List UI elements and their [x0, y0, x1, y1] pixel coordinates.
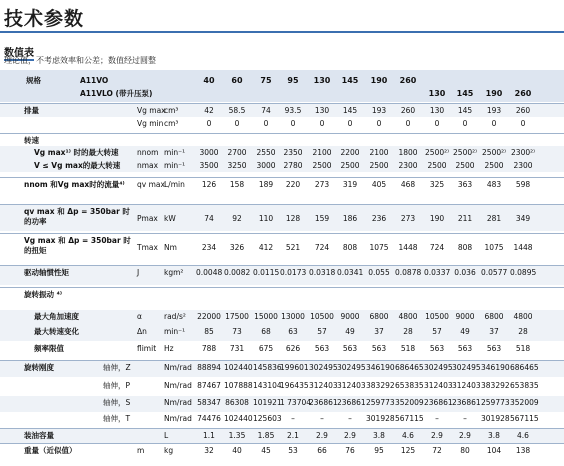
- row-label: 装油容量: [24, 431, 54, 440]
- row-sublabel: 轴伸，S: [103, 398, 131, 407]
- cell-value: 68: [261, 327, 271, 336]
- row-unit: kgm²: [164, 268, 184, 277]
- cell-value: 653835: [395, 381, 424, 390]
- cell-value: 2.9: [316, 431, 328, 440]
- cell-value: 88894: [197, 363, 221, 372]
- row-symbol: flimit: [137, 344, 157, 353]
- cell-value: 126: [201, 180, 217, 189]
- cell-value: 2500: [427, 161, 447, 170]
- cell-value: 405: [371, 180, 387, 189]
- row-unit: kg: [164, 446, 174, 455]
- cell-value: 567115: [510, 414, 539, 423]
- cell-value: 349: [515, 214, 531, 223]
- cell-value: –: [320, 414, 324, 423]
- header-size-b: 260: [514, 89, 532, 98]
- cell-value: 128: [285, 214, 301, 223]
- header-size-a: 40: [203, 76, 215, 85]
- cell-value: 236: [371, 214, 387, 223]
- row-divider: [0, 204, 564, 205]
- row-symbol: Vg max: [137, 106, 166, 115]
- cell-value: 2500: [312, 161, 332, 170]
- cell-value: 45: [261, 446, 271, 455]
- cell-value: 193: [486, 106, 502, 115]
- row-sublabel: 轴伸，P: [103, 381, 131, 390]
- row-divider: [0, 177, 564, 178]
- cell-value: 199601: [280, 363, 309, 372]
- cell-value: 2550: [256, 148, 276, 157]
- row-label: 驱动轴惯性矩: [24, 268, 69, 277]
- row-symbol: Vg min: [137, 119, 164, 128]
- row-symbol: Pmax: [137, 214, 158, 223]
- row-symbol: m: [137, 446, 145, 455]
- cell-value: 4800: [398, 312, 418, 321]
- cell-value: 58.5: [228, 106, 246, 115]
- cell-value: 0.0878: [395, 268, 422, 277]
- cell-value: 1448: [513, 243, 533, 252]
- cell-value: 302495: [337, 363, 366, 372]
- section-note: 理论值，不考虑效率和公差；数值经过圆整: [4, 56, 156, 65]
- cell-value: 93.5: [284, 106, 302, 115]
- cell-value: 312403: [309, 381, 338, 390]
- row-symbol: Δn: [137, 327, 147, 336]
- cell-value: 125603: [253, 414, 282, 423]
- cell-value: 352009: [395, 398, 424, 407]
- cell-value: 86308: [225, 398, 249, 407]
- header-size-a: 130: [313, 76, 331, 85]
- header-model-b: A11VLO (带升压泵): [80, 89, 153, 98]
- cell-value: 0: [347, 119, 353, 128]
- cell-value: 3000: [199, 148, 219, 157]
- cell-value: 518: [515, 344, 531, 353]
- row-divider: [0, 265, 564, 266]
- cell-value: 0.0318: [309, 268, 336, 277]
- header-size-label: 规格: [26, 76, 41, 85]
- cell-value: 28: [403, 327, 413, 336]
- row-label: V ≤ Vg max的最大转速: [34, 161, 121, 170]
- cell-value: 483: [486, 180, 502, 189]
- cell-value: 2.9: [459, 431, 471, 440]
- row-symbol: qv max: [137, 180, 165, 189]
- cell-value: 0.0173: [280, 268, 307, 277]
- row-divider: [0, 233, 564, 234]
- cell-value: 3250: [227, 161, 247, 170]
- cell-value: 2500²⁾: [482, 148, 506, 157]
- cell-value: 234: [201, 243, 217, 252]
- cell-value: 186: [342, 214, 358, 223]
- cell-value: 57: [432, 327, 442, 336]
- cell-value: 0: [520, 119, 526, 128]
- cell-value: 0.0337: [424, 268, 451, 277]
- cell-value: 13000: [281, 312, 305, 321]
- cell-value: 312403: [452, 381, 481, 390]
- cell-value: 0: [234, 119, 240, 128]
- cell-value: 259773: [481, 398, 510, 407]
- cell-value: 0: [206, 119, 212, 128]
- cell-value: 0: [462, 119, 468, 128]
- cell-value: 4800: [513, 312, 533, 321]
- row-unit: L: [164, 431, 169, 440]
- cell-value: 95: [374, 446, 384, 455]
- cell-value: 74476: [197, 414, 221, 423]
- cell-value: 4.6: [517, 431, 529, 440]
- cell-value: 1.1: [203, 431, 215, 440]
- cell-value: 567115: [395, 414, 424, 423]
- cell-value: 9000: [455, 312, 475, 321]
- cell-value: 125: [400, 446, 416, 455]
- cell-value: 0: [376, 119, 382, 128]
- cell-value: 1075: [484, 243, 504, 252]
- row-label: 频率限值: [34, 344, 64, 353]
- cell-value: 2.9: [344, 431, 356, 440]
- row-unit: Nm/rad: [164, 381, 192, 390]
- row-label: nnom 和Vg max时的流量⁴⁾: [24, 180, 125, 189]
- cell-value: –: [348, 414, 352, 423]
- cell-value: 0.0048: [196, 268, 223, 277]
- cell-value: 412: [258, 243, 274, 252]
- cell-value: 0: [434, 119, 440, 128]
- row-divider: [0, 443, 564, 444]
- cell-value: 102440: [224, 414, 253, 423]
- cell-value: 57: [317, 327, 327, 336]
- cell-value: 260: [515, 106, 531, 115]
- row-symbol: Tmax: [137, 243, 158, 252]
- cell-value: 352009: [510, 398, 539, 407]
- cell-value: 53: [288, 446, 298, 455]
- cell-value: 40: [232, 446, 242, 455]
- cell-value: 2500²⁾: [453, 148, 477, 157]
- cell-value: 10500: [425, 312, 449, 321]
- cell-value: 17500: [225, 312, 249, 321]
- cell-value: 2300: [513, 161, 533, 170]
- cell-value: 1800: [398, 148, 418, 157]
- header-size-a: 95: [287, 76, 299, 85]
- cell-value: 724: [429, 243, 445, 252]
- cell-value: 0.055: [368, 268, 390, 277]
- row-unit: kW: [164, 214, 176, 223]
- cell-value: 159: [314, 214, 330, 223]
- row-divider: [0, 360, 564, 361]
- cell-value: 63: [288, 327, 298, 336]
- cell-value: 1 73704: [280, 398, 312, 407]
- row-symbol: α: [137, 312, 142, 321]
- cell-value: 28: [518, 327, 528, 336]
- cell-value: 1448: [398, 243, 418, 252]
- cell-value: 80: [460, 446, 470, 455]
- cell-value: 49: [345, 327, 355, 336]
- cell-value: 2500: [484, 161, 504, 170]
- row-label: 排量: [24, 106, 39, 115]
- cell-value: –: [435, 414, 439, 423]
- cell-value: 0: [405, 119, 411, 128]
- cell-value: 145836: [253, 363, 282, 372]
- cell-value: 0: [491, 119, 497, 128]
- row-unit: min⁻¹: [164, 327, 186, 336]
- cell-value: 0.0577: [481, 268, 508, 277]
- cell-value: 196435: [280, 381, 309, 390]
- cell-value: 76: [345, 446, 355, 455]
- cell-value: 2200: [340, 148, 360, 157]
- cell-value: 87467: [197, 381, 221, 390]
- cell-value: 563: [486, 344, 502, 353]
- row-label: 最大角加速度: [34, 312, 79, 321]
- cell-value: 273: [400, 214, 416, 223]
- header-size-b: 145: [456, 89, 474, 98]
- cell-value: 37: [489, 327, 499, 336]
- cell-value: 3500: [199, 161, 219, 170]
- cell-value: 383292: [366, 381, 395, 390]
- header-size-a: 260: [399, 76, 417, 85]
- cell-value: 518: [400, 344, 416, 353]
- cell-value: 2500²⁾: [425, 148, 449, 157]
- row-divider: [0, 133, 564, 134]
- cell-value: 1.35: [228, 431, 246, 440]
- cell-value: 563: [457, 344, 473, 353]
- cell-value: 158: [229, 180, 245, 189]
- cell-value: 49: [460, 327, 470, 336]
- cell-value: 2700: [227, 148, 247, 157]
- cell-value: 346190: [366, 363, 395, 372]
- row-label: 旋转振动 ⁴⁾: [24, 290, 63, 299]
- cell-value: 104: [486, 446, 502, 455]
- cell-value: 0.0082: [224, 268, 251, 277]
- row-unit: min⁻¹: [164, 161, 186, 170]
- cell-value: 73: [232, 327, 242, 336]
- cell-value: 563: [314, 344, 330, 353]
- cell-value: 1075: [369, 243, 389, 252]
- row-label: 最大转速变化: [34, 327, 79, 336]
- header-size-b: 130: [428, 89, 446, 98]
- cell-value: 58347: [197, 398, 221, 407]
- cell-value: 74: [261, 106, 271, 115]
- row-unit: Nm/rad: [164, 398, 192, 407]
- page-title: 技术参数: [4, 8, 85, 30]
- cell-value: 1.85: [257, 431, 275, 440]
- header-size-b: 190: [485, 89, 503, 98]
- cell-value: 145: [457, 106, 473, 115]
- cell-value: 92: [232, 214, 242, 223]
- cell-value: 302495: [452, 363, 481, 372]
- cell-value: 2100: [312, 148, 332, 157]
- cell-value: 189: [258, 180, 274, 189]
- row-unit: min⁻¹: [164, 148, 186, 157]
- cell-value: 74: [204, 214, 214, 223]
- cell-value: 3.8: [488, 431, 500, 440]
- cell-value: 383292: [481, 381, 510, 390]
- cell-value: 0: [263, 119, 269, 128]
- header-model-a: A11VO: [80, 76, 109, 85]
- header-size-a: 190: [370, 76, 388, 85]
- header-size-a: 60: [231, 76, 243, 85]
- row-symbol: nnom: [137, 148, 159, 157]
- cell-value: 2300²⁾: [511, 148, 535, 157]
- cell-value: 236861: [309, 398, 338, 407]
- cell-value: 598: [515, 180, 531, 189]
- cell-value: 110: [258, 214, 274, 223]
- cell-value: 42: [204, 106, 214, 115]
- cell-value: 37: [374, 327, 384, 336]
- cell-value: 2350: [283, 148, 303, 157]
- cell-value: 15000: [254, 312, 278, 321]
- header-size-a: 75: [260, 76, 272, 85]
- cell-value: 72: [432, 446, 442, 455]
- cell-value: 236861: [424, 398, 453, 407]
- row-symbol: J: [137, 268, 140, 277]
- cell-value: 143104: [253, 381, 282, 390]
- cell-value: 686465: [510, 363, 539, 372]
- cell-value: 326: [229, 243, 245, 252]
- cell-value: 66: [317, 446, 327, 455]
- cell-value: 273: [314, 180, 330, 189]
- cell-value: 325: [429, 180, 445, 189]
- cell-value: 220: [285, 180, 301, 189]
- cell-value: 0: [290, 119, 296, 128]
- row-unit: cm³: [164, 106, 179, 115]
- cell-value: 190: [429, 214, 445, 223]
- cell-value: 211: [457, 214, 473, 223]
- row-label: 重量（近似值）: [24, 446, 77, 455]
- cell-value: 236861: [452, 398, 481, 407]
- row-divider: [0, 428, 564, 429]
- header-size-a: 145: [341, 76, 359, 85]
- row-label: qv max 和 Δp = 350bar 时的功率: [24, 207, 130, 226]
- cell-value: 808: [342, 243, 358, 252]
- cell-value: 2.1: [287, 431, 299, 440]
- cell-value: 281: [486, 214, 502, 223]
- cell-value: 0: [319, 119, 325, 128]
- row-unit: Nm/rad: [164, 414, 192, 423]
- cell-value: 236861: [337, 398, 366, 407]
- cell-value: 653835: [510, 381, 539, 390]
- cell-value: 10500: [310, 312, 334, 321]
- cell-value: 808: [457, 243, 473, 252]
- cell-value: 346190: [481, 363, 510, 372]
- cell-value: 145: [342, 106, 358, 115]
- cell-value: 0.0341: [337, 268, 364, 277]
- cell-value: 2100: [369, 148, 389, 157]
- row-symbol: nmax: [137, 161, 159, 170]
- row-unit: Hz: [164, 344, 174, 353]
- cell-value: 22000: [197, 312, 221, 321]
- cell-value: 259773: [366, 398, 395, 407]
- cell-value: 363: [457, 180, 473, 189]
- cell-value: 563: [429, 344, 445, 353]
- cell-value: 6800: [369, 312, 389, 321]
- cell-value: 0.0115: [253, 268, 280, 277]
- cell-value: 302495: [309, 363, 338, 372]
- cell-value: 85: [204, 327, 214, 336]
- cell-value: 724: [314, 243, 330, 252]
- cell-value: 32: [204, 446, 214, 455]
- cell-value: 9000: [340, 312, 360, 321]
- cell-value: 3000: [256, 161, 276, 170]
- cell-value: 107888: [224, 381, 253, 390]
- row-unit: L/min: [164, 180, 185, 189]
- cell-value: 130: [314, 106, 330, 115]
- row-label: 旋转刚度: [24, 363, 54, 372]
- cell-value: 302495: [424, 363, 453, 372]
- cell-value: 563: [371, 344, 387, 353]
- cell-value: 563: [342, 344, 358, 353]
- cell-value: 0.0895: [510, 268, 537, 277]
- row-sublabel: 轴伸，T: [103, 414, 131, 423]
- row-unit: Nm/rad: [164, 363, 192, 372]
- cell-value: 2300: [398, 161, 418, 170]
- row-label: Vg max¹⁾ 时的最大转速: [34, 148, 119, 157]
- cell-value: 6800: [484, 312, 504, 321]
- cell-value: 301928: [366, 414, 395, 423]
- cell-value: 675: [258, 344, 274, 353]
- cell-value: 2780: [283, 161, 303, 170]
- cell-value: 2500: [340, 161, 360, 170]
- cell-value: 312403: [424, 381, 453, 390]
- cell-value: 260: [400, 106, 416, 115]
- cell-value: 3.8: [373, 431, 385, 440]
- cell-value: 2500: [369, 161, 389, 170]
- cell-value: 101921: [253, 398, 282, 407]
- title-rule: [0, 31, 564, 33]
- cell-value: 626: [285, 344, 301, 353]
- cell-value: 301928: [481, 414, 510, 423]
- cell-value: –: [291, 414, 295, 423]
- cell-value: 102440: [224, 363, 253, 372]
- cell-value: 130: [429, 106, 445, 115]
- cell-value: –: [463, 414, 467, 423]
- cell-value: 0.036: [454, 268, 476, 277]
- row-sublabel: 轴伸，Z: [103, 363, 131, 372]
- section-title: 数值表: [4, 48, 34, 59]
- row-unit: Nm: [164, 243, 177, 252]
- cell-value: 4.6: [402, 431, 414, 440]
- cell-value: 319: [342, 180, 358, 189]
- cell-value: 312403: [337, 381, 366, 390]
- cell-value: 2500: [455, 161, 475, 170]
- cell-value: 788: [201, 344, 217, 353]
- cell-value: 468: [400, 180, 416, 189]
- row-unit: cm³: [164, 119, 179, 128]
- cell-value: 731: [229, 344, 245, 353]
- cell-value: 138: [515, 446, 531, 455]
- cell-value: 193: [371, 106, 387, 115]
- row-label: Vg max 和 Δp = 350bar 时的扭矩: [24, 236, 131, 255]
- row-divider: [0, 103, 564, 104]
- cell-value: 686465: [395, 363, 424, 372]
- row-divider: [0, 287, 564, 288]
- row-unit: rad/s²: [164, 312, 186, 321]
- row-label: 转速: [24, 136, 39, 145]
- cell-value: 521: [285, 243, 301, 252]
- cell-value: 2.9: [431, 431, 443, 440]
